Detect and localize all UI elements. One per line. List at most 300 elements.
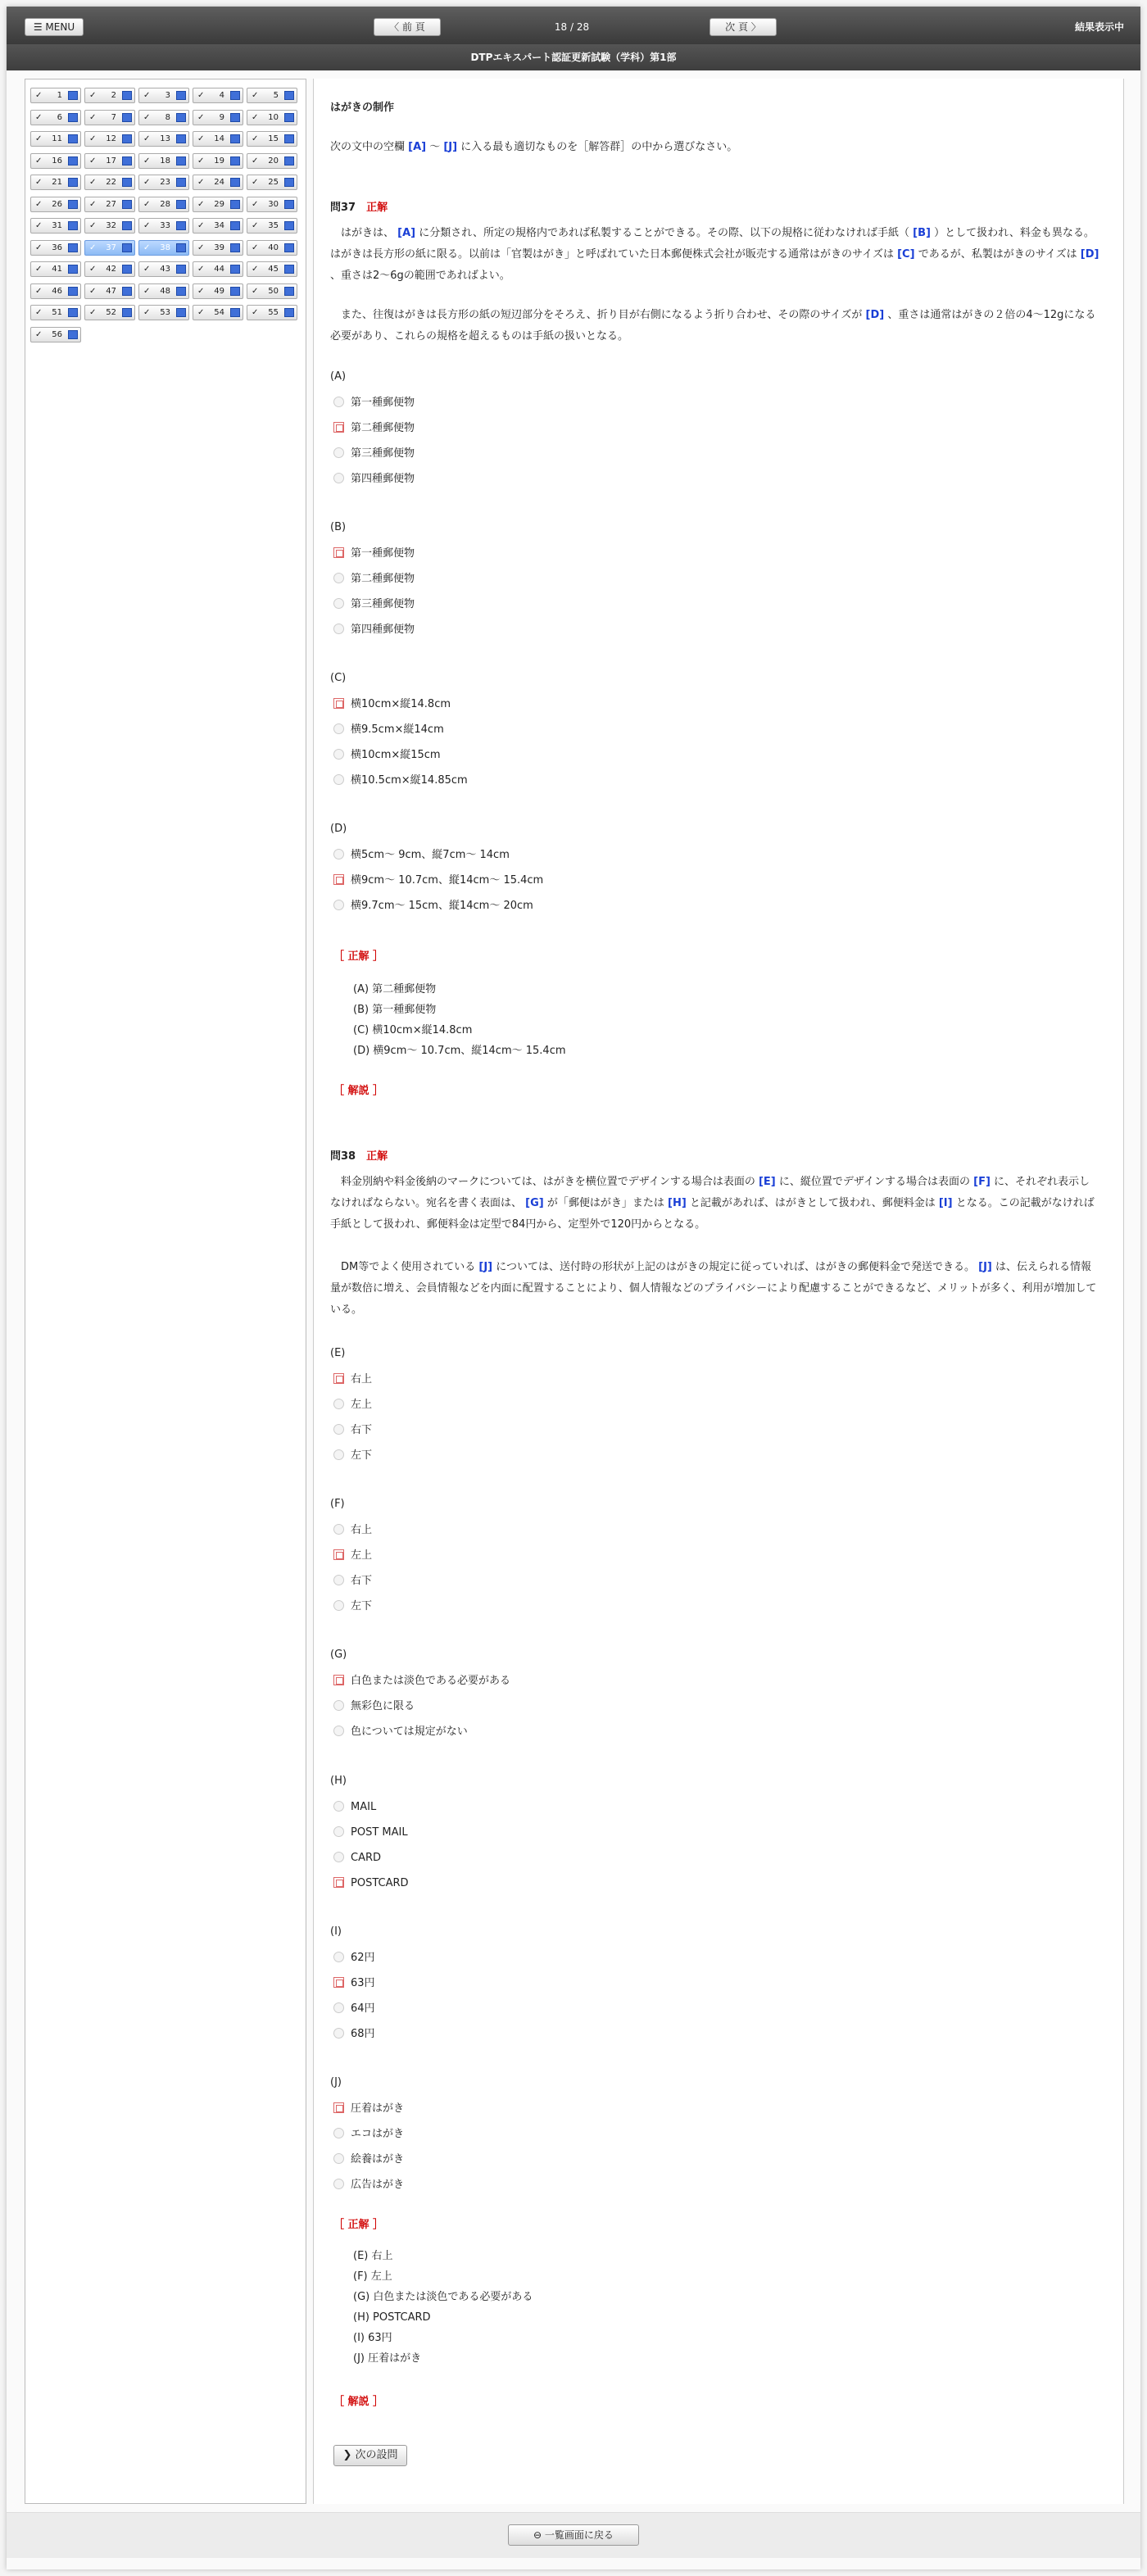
blank-g: [G] <box>525 1197 544 1209</box>
question-number: 30 <box>268 199 279 209</box>
question-number: 22 <box>106 178 116 187</box>
check-icon: ✓ <box>89 308 97 317</box>
answer-option[interactable] <box>333 723 444 737</box>
check-icon: ✓ <box>89 221 97 230</box>
answer-option[interactable] <box>333 1726 468 1739</box>
answer-option[interactable] <box>333 749 441 762</box>
question-nav-button[interactable] <box>138 131 189 147</box>
question-number: 41 <box>52 265 62 274</box>
question-number: 27 <box>106 199 116 209</box>
question-number: 1 <box>57 91 62 100</box>
question-nav-button[interactable] <box>247 283 297 299</box>
check-icon: ✓ <box>197 199 205 209</box>
answer-option[interactable] <box>333 2002 375 2016</box>
check-icon: ✓ <box>35 199 43 209</box>
question-number: 37 <box>106 243 116 252</box>
question-number: 35 <box>268 221 279 230</box>
question-number: 43 <box>160 265 170 274</box>
option-text: 色については規定がない <box>351 1726 468 1738</box>
check-icon: ✓ <box>197 221 205 230</box>
flag-icon <box>122 287 132 296</box>
flag-icon <box>230 265 240 274</box>
passage-text: は、伝えられる情報量が数倍に増え、会員情報などを内面に配置することにより、個人情報などのプライバシーにより配慮することができるなど、メリットが多く、利用が増加している。 <box>330 1261 1097 1316</box>
question-nav-button[interactable] <box>247 110 297 125</box>
answer-heading: ［ 正解 ］ <box>333 2219 384 2231</box>
option-text: 無彩色に限る <box>351 1700 415 1712</box>
answer-line: (A) 第二種郵便物 <box>353 983 437 995</box>
radio-icon <box>333 2179 344 2189</box>
check-icon: ✓ <box>197 156 205 166</box>
passage-text: であるが、私製はがきのサイズは <box>918 248 1077 261</box>
back-arrow-icon: ⊖ <box>533 2529 545 2541</box>
app-frame <box>7 7 1140 2569</box>
chevron-right-icon: ❯ <box>342 2449 356 2461</box>
question-number: 48 <box>160 286 170 296</box>
check-icon: ✓ <box>197 112 205 122</box>
question-nav-button[interactable] <box>247 261 297 277</box>
answer-option[interactable] <box>333 547 415 560</box>
question-nav-button[interactable] <box>84 110 135 125</box>
answer-line: (E) 右上 <box>353 2250 393 2262</box>
question-number: 4 <box>219 91 224 100</box>
answer-option[interactable] <box>333 447 415 460</box>
question-nav-panel <box>25 79 306 2504</box>
check-icon: ✓ <box>89 199 97 209</box>
blank-a: [A] <box>408 141 427 153</box>
question-nav-button[interactable] <box>138 88 189 103</box>
result-mode-label: 結果表示中 <box>1074 21 1124 33</box>
answer-option[interactable] <box>333 1549 372 1562</box>
answer-option[interactable] <box>333 849 510 862</box>
question-nav-button[interactable] <box>30 327 81 342</box>
check-icon: ✓ <box>89 286 97 296</box>
question-nav-button[interactable] <box>30 131 81 147</box>
flag-icon <box>230 134 240 143</box>
question-number: 11 <box>52 134 62 143</box>
question-number: 21 <box>52 178 62 187</box>
flag-icon <box>176 156 186 166</box>
option-text: 第二種郵便物 <box>351 573 415 585</box>
question-nav-button[interactable] <box>84 153 135 169</box>
back-to-list-button[interactable] <box>508 2524 639 2546</box>
radio-icon <box>333 723 344 734</box>
answer-line: (G) 白色または淡色である必要がある <box>353 2291 533 2303</box>
answer-option[interactable] <box>333 1826 408 1839</box>
answer-option[interactable] <box>333 1373 372 1386</box>
question-number: 50 <box>268 286 279 296</box>
flag-icon <box>122 156 132 166</box>
question-number: 54 <box>214 308 224 317</box>
question-nav-button[interactable] <box>247 175 297 190</box>
question-nav-button[interactable] <box>247 153 297 169</box>
radio-icon <box>333 2128 344 2138</box>
blank-e: [E] <box>758 1176 776 1188</box>
question-nav-button[interactable] <box>193 110 243 125</box>
answer-option[interactable] <box>333 874 543 887</box>
check-icon: ✓ <box>197 178 205 187</box>
option-group-label: (E) <box>330 1347 346 1359</box>
flag-icon <box>230 243 240 252</box>
radio-icon <box>333 1952 344 1962</box>
question-nav-button[interactable] <box>30 197 81 212</box>
flag-icon <box>122 113 132 122</box>
instruction <box>330 139 737 156</box>
question-nav-button[interactable] <box>30 88 81 103</box>
answer-option[interactable] <box>333 1977 375 1990</box>
check-icon: ✓ <box>35 221 43 230</box>
question-number: 33 <box>160 221 170 230</box>
next-page-button[interactable]: 次 頁 〉 <box>710 18 777 36</box>
question-nav-button[interactable] <box>138 283 189 299</box>
flag-icon <box>284 200 294 209</box>
question-number: 28 <box>160 199 170 209</box>
radio-icon <box>333 1700 344 1711</box>
answer-option[interactable] <box>333 2028 375 2041</box>
flag-icon <box>176 113 186 122</box>
answer-option[interactable] <box>333 1424 372 1437</box>
answer-option[interactable] <box>333 2179 404 2192</box>
flag-icon <box>284 308 294 317</box>
check-icon: ✓ <box>252 91 259 100</box>
question-nav-button[interactable] <box>193 88 243 103</box>
flag-icon <box>176 200 186 209</box>
question-number: 17 <box>106 156 116 166</box>
question-nav-button[interactable] <box>193 283 243 299</box>
question-nav-button[interactable] <box>138 218 189 234</box>
option-group-label: (C) <box>330 672 347 684</box>
answer-option[interactable] <box>333 2153 404 2166</box>
answer-option[interactable] <box>333 1449 372 1463</box>
check-icon: ✓ <box>252 308 259 317</box>
option-text: 白色または淡色である必要がある <box>351 1675 511 1687</box>
option-group-label: (A) <box>330 370 347 383</box>
question-nav-button[interactable] <box>247 240 297 256</box>
answer-line: (J) 圧着はがき <box>353 2352 422 2365</box>
answer-option[interactable] <box>333 900 533 913</box>
selected-answer-icon <box>333 874 344 885</box>
radio-icon <box>333 1449 344 1460</box>
check-icon: ✓ <box>35 286 43 296</box>
check-icon: ✓ <box>197 134 205 143</box>
question-nav-button[interactable] <box>84 175 135 190</box>
option-group-label: (F) <box>330 1498 345 1510</box>
question-number: 39 <box>214 243 224 252</box>
question-number: 24 <box>214 178 224 187</box>
instruction-text: に入る最も適切なものを［解答群］の中から選びなさい。 <box>457 141 738 153</box>
question-nav-button[interactable] <box>138 110 189 125</box>
flag-icon <box>68 330 78 339</box>
question-nav-button[interactable] <box>30 153 81 169</box>
answer-option[interactable] <box>333 1801 376 1814</box>
question-nav-button[interactable] <box>84 305 135 320</box>
question-number: 55 <box>268 308 279 317</box>
radio-icon <box>333 2002 344 2013</box>
option-group-label: (B) <box>330 521 347 533</box>
question-nav-button[interactable] <box>193 261 243 277</box>
question-nav-button[interactable] <box>30 305 81 320</box>
question-number: 31 <box>52 221 62 230</box>
question-nav-button[interactable] <box>247 305 297 320</box>
option-text: 第三種郵便物 <box>351 447 415 460</box>
question-number: 52 <box>106 308 116 317</box>
exam-title: DTPエキスパート認証更新試験（学科）第1部 <box>7 44 1140 70</box>
blank-j: [J] <box>443 141 458 153</box>
question-number: 40 <box>268 243 279 252</box>
option-text: 横10.5cm×縦14.85cm <box>351 774 468 787</box>
question-number: 問38 <box>330 1150 356 1163</box>
footer-bar <box>7 2512 1140 2558</box>
check-icon: ✓ <box>252 221 259 230</box>
blank-f: [F] <box>973 1176 991 1188</box>
passage-text: ）として扱われ、料金も異なる。はがきは長方形の紙に限る。以前は「官製はがき」と呼ばれていた日本郵便株式会社が販売する通常はがきのサイズは <box>330 227 1095 261</box>
flag-icon <box>122 308 132 317</box>
question-nav-button[interactable] <box>138 240 189 256</box>
question-nav-button[interactable] <box>193 131 243 147</box>
correct-badge: 正解 <box>366 202 388 214</box>
check-icon: ✓ <box>143 112 151 122</box>
flag-icon <box>68 287 78 296</box>
answer-option[interactable] <box>333 1852 381 1865</box>
answer-option[interactable] <box>333 1524 372 1537</box>
passage-text: が「郵便はがき」または <box>546 1197 664 1209</box>
check-icon: ✓ <box>252 243 259 252</box>
radio-icon <box>333 1424 344 1435</box>
question-nav-button[interactable] <box>138 261 189 277</box>
check-icon: ✓ <box>143 308 151 317</box>
question-nav-button[interactable] <box>84 261 135 277</box>
option-text: 横10cm×縦14.8cm <box>351 698 451 710</box>
flag-icon <box>122 265 132 274</box>
answer-option[interactable] <box>333 1877 409 1890</box>
question-nav-button[interactable] <box>84 283 135 299</box>
radio-icon <box>333 397 344 407</box>
passage-text: 、重さは通常はがきの２倍の4〜12gになる必要があり、これらの規格を超えるものは手紙の扱いとなる。 <box>330 309 1096 342</box>
answer-option[interactable] <box>333 1399 372 1412</box>
check-icon: ✓ <box>35 265 43 274</box>
check-icon: ✓ <box>89 134 97 143</box>
question-number: 56 <box>52 329 62 339</box>
check-icon: ✓ <box>143 134 151 143</box>
option-text: 左下 <box>351 1449 373 1462</box>
question-nav-button[interactable] <box>247 88 297 103</box>
passage-text: 、重さは2〜6gの範囲であればよい。 <box>330 270 510 282</box>
option-text: 横9cm〜 10.7cm、縦14cm〜 15.4cm <box>351 874 544 887</box>
option-text: 左下 <box>351 1600 373 1612</box>
question-number: 2 <box>111 91 116 100</box>
answer-option[interactable] <box>333 1600 372 1613</box>
question-nav-button[interactable] <box>138 153 189 169</box>
question-nav-button[interactable] <box>84 131 135 147</box>
answer-line: (I) 63円 <box>353 2332 392 2344</box>
option-text: 第四種郵便物 <box>351 624 415 636</box>
option-text: 68円 <box>351 2028 375 2040</box>
question-number: 51 <box>52 308 62 317</box>
question-nav-button[interactable] <box>138 175 189 190</box>
prev-page-button[interactable]: 〈 前 頁 <box>374 18 441 36</box>
passage-text: また、往復はがきは長方形の紙の短辺部分をそろえ、折り目が右側になるよう折り合わせ、その際のサイズが <box>330 309 863 321</box>
answer-option[interactable] <box>333 774 468 787</box>
radio-icon <box>333 1826 344 1837</box>
option-text: 左上 <box>351 1549 373 1562</box>
passage-text: となる。この記載がなければ手紙として扱われ、郵便料金は定型で84円から、定型外で120円からとなる。 <box>330 1197 1095 1231</box>
flag-icon <box>176 134 186 143</box>
question-nav-button[interactable] <box>193 197 243 212</box>
check-icon: ✓ <box>89 243 97 252</box>
flag-icon <box>230 221 240 230</box>
selected-answer-icon <box>333 547 344 558</box>
question-number: 46 <box>52 286 62 296</box>
flag-icon <box>230 200 240 209</box>
question-nav-button[interactable] <box>193 305 243 320</box>
question-nav-button[interactable] <box>247 131 297 147</box>
question-number: 38 <box>160 243 170 252</box>
next-question-button[interactable] <box>333 2445 407 2466</box>
answer-option[interactable] <box>333 1952 375 1965</box>
option-text: 横10cm×縦15cm <box>351 749 441 761</box>
question-nav-button[interactable] <box>30 110 81 125</box>
question-nav-button[interactable] <box>84 240 135 256</box>
question-nav-button[interactable] <box>84 197 135 212</box>
flag-icon <box>176 265 186 274</box>
option-group-label: (H) <box>330 1775 347 1787</box>
option-text: 第二種郵便物 <box>351 422 415 434</box>
flag-icon <box>68 91 78 100</box>
check-icon: ✓ <box>197 91 205 100</box>
flag-icon <box>284 287 294 296</box>
menu-button[interactable]: ☰ MENU <box>25 18 84 36</box>
question-number: 42 <box>106 265 116 274</box>
option-text: 右上 <box>351 1524 373 1536</box>
answer-option[interactable] <box>333 397 415 410</box>
answer-option[interactable] <box>333 473 415 486</box>
check-icon: ✓ <box>143 91 151 100</box>
check-icon: ✓ <box>197 286 205 296</box>
answer-option[interactable] <box>333 624 415 637</box>
question-nav-button[interactable] <box>247 218 297 234</box>
question-nav-button[interactable] <box>30 218 81 234</box>
option-text: 右下 <box>351 1575 373 1587</box>
answer-option[interactable] <box>333 598 415 611</box>
selected-answer-icon <box>333 1977 344 1988</box>
flag-icon <box>230 308 240 317</box>
question-number: 23 <box>160 178 170 187</box>
q38-passage-1 <box>330 1172 1100 1236</box>
explanation-heading: ［ 解説 ］ <box>333 1085 384 1097</box>
flag-icon <box>230 113 240 122</box>
answer-line: (B) 第一種郵便物 <box>353 1004 437 1016</box>
answer-option[interactable] <box>333 698 451 711</box>
selected-answer-icon <box>333 2102 344 2113</box>
radio-icon <box>333 447 344 458</box>
question-nav-button[interactable] <box>84 88 135 103</box>
selected-answer-icon <box>333 1877 344 1888</box>
question-nav-button[interactable] <box>30 240 81 256</box>
question-nav-button[interactable] <box>30 283 81 299</box>
flag-icon <box>68 200 78 209</box>
section-title: はがきの制作 <box>330 102 395 114</box>
answer-option[interactable] <box>333 1575 372 1588</box>
question-nav-button[interactable] <box>30 175 81 190</box>
answer-option[interactable] <box>333 573 415 586</box>
question-nav-button[interactable] <box>138 305 189 320</box>
answer-heading: ［ 正解 ］ <box>333 950 384 963</box>
flag-icon <box>122 134 132 143</box>
question-number: 10 <box>268 112 279 122</box>
option-text: 横9.7cm〜 15cm、縦14cm〜 20cm <box>351 900 533 912</box>
q37-passage-2 <box>330 305 1100 347</box>
flag-icon <box>176 91 186 100</box>
flag-icon <box>230 91 240 100</box>
question-number: 20 <box>268 156 279 166</box>
question-nav-button[interactable] <box>138 197 189 212</box>
radio-icon <box>333 774 344 785</box>
radio-icon <box>333 1575 344 1585</box>
flag-icon <box>122 200 132 209</box>
option-text: 第一種郵便物 <box>351 397 415 409</box>
selected-answer-icon <box>333 1675 344 1685</box>
radio-icon <box>333 598 344 609</box>
flag-icon <box>284 113 294 122</box>
passage-text: はがきは、 <box>330 227 395 239</box>
flag-icon <box>230 156 240 166</box>
question-number: 15 <box>268 134 279 143</box>
question-nav-button[interactable] <box>247 197 297 212</box>
check-icon: ✓ <box>89 156 97 166</box>
q37-header <box>330 200 388 216</box>
option-text: 第四種郵便物 <box>351 473 415 485</box>
passage-text: については、送付時の形状が上記のはがきの規定に従っていれば、はがきの郵便料金で発送できる。 <box>496 1261 975 1273</box>
question-nav-button[interactable] <box>193 175 243 190</box>
answer-option[interactable] <box>333 1675 510 1688</box>
check-icon: ✓ <box>35 156 43 166</box>
answer-option[interactable] <box>333 2102 404 2116</box>
question-nav-button[interactable] <box>193 218 243 234</box>
flag-icon <box>284 178 294 187</box>
answer-option[interactable] <box>333 1700 415 1713</box>
check-icon: ✓ <box>143 243 151 252</box>
check-icon: ✓ <box>35 243 43 252</box>
flag-icon <box>230 178 240 187</box>
check-icon: ✓ <box>143 221 151 230</box>
option-text: 横5cm〜 9cm、縦7cm〜 14cm <box>351 849 510 861</box>
option-text: 64円 <box>351 2002 375 2015</box>
answer-option[interactable] <box>333 2128 404 2141</box>
question-nav-button[interactable] <box>193 240 243 256</box>
answer-option[interactable] <box>333 422 415 435</box>
answer-line: (C) 横10cm×縦14.8cm <box>353 1024 473 1036</box>
selected-answer-icon <box>333 1373 344 1384</box>
check-icon: ✓ <box>89 178 97 187</box>
question-number: 18 <box>160 156 170 166</box>
flag-icon <box>176 308 186 317</box>
question-number: 19 <box>214 156 224 166</box>
option-text: 第三種郵便物 <box>351 598 415 610</box>
question-number: 45 <box>268 265 279 274</box>
question-nav-button[interactable] <box>30 261 81 277</box>
option-group-label: (I) <box>330 1925 342 1938</box>
radio-icon <box>333 1852 344 1862</box>
question-number: 32 <box>106 221 116 230</box>
blank-b: [B] <box>913 227 931 239</box>
question-nav-button[interactable] <box>84 218 135 234</box>
question-number: 49 <box>214 286 224 296</box>
question-nav-button[interactable] <box>193 153 243 169</box>
option-text: 横9.5cm×縦14cm <box>351 723 444 736</box>
question-number: 7 <box>111 112 116 122</box>
question-number: 44 <box>214 265 224 274</box>
check-icon: ✓ <box>35 134 43 143</box>
answer-line: (F) 左上 <box>353 2270 392 2283</box>
